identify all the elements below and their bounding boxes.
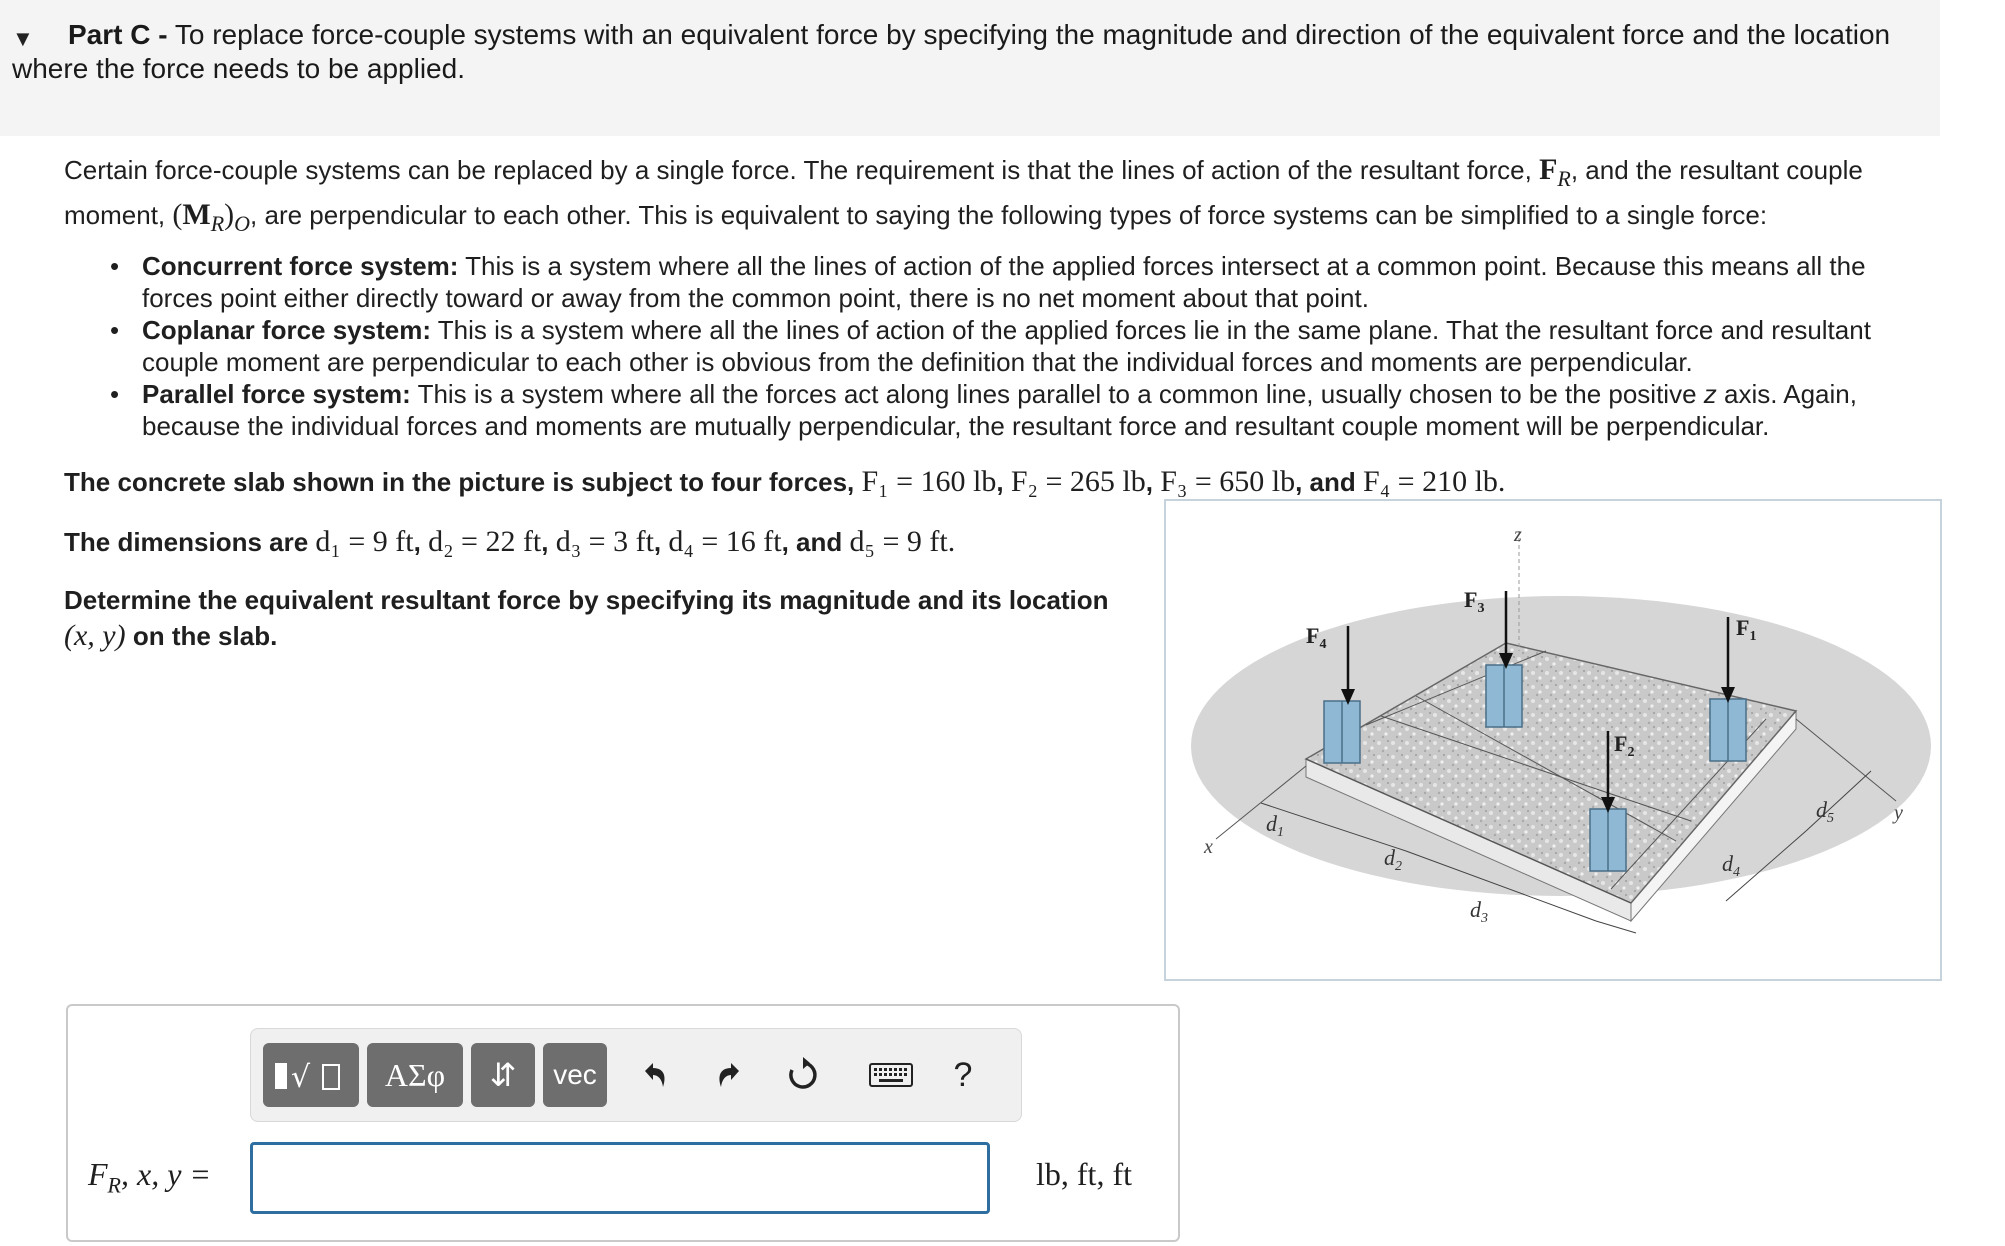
axis-y-label: y bbox=[1894, 802, 1903, 824]
label-d3: $d_3$ bbox=[1470, 897, 1488, 926]
vector-button[interactable]: vec bbox=[543, 1043, 607, 1107]
answer-panel bbox=[66, 1004, 1180, 1242]
greek-symbols-button[interactable]: ΑΣφ bbox=[367, 1043, 463, 1107]
list-item: • Parallel force system: This is a system where all the forces act along lines parallel to a common line, usually chosen to be the positive z axis. Again, because the individual forces and moments are mutually perpendicular, the resultant force and resultant couple moment will be perpendicular. bbox=[142, 378, 1882, 442]
answer-units: lb, ft, ft bbox=[1036, 1156, 1132, 1192]
help-button[interactable]: ? bbox=[953, 1055, 973, 1094]
keyboard-icon bbox=[869, 1061, 913, 1089]
intro-text-2: , and the resultant couple moment, bbox=[64, 155, 1863, 230]
force-f3: F₃ = 650 lb bbox=[1160, 465, 1296, 498]
column-f4 bbox=[1324, 701, 1360, 763]
part-header[interactable] bbox=[0, 0, 1940, 136]
dim-d4: d₄ = 16 ft bbox=[668, 525, 782, 558]
axis-z-label: z bbox=[1514, 524, 1522, 546]
dim-d5: d₅ = 9 ft bbox=[849, 525, 948, 558]
part-description: To replace force-couple systems with an equivalent force by specifying the magnitude and direction of the equivalent force and the location where the force needs to be applied. bbox=[12, 19, 1891, 84]
answer-label: $F_R$, x, y = bbox=[88, 1156, 211, 1198]
force-system-list bbox=[142, 250, 1882, 442]
given-forces: The concrete slab shown in the picture is subject to four forces, F₁ = 160 lb, F₂ = 265 lb, F₃ = 650 lb, and F₄ = 210 lb. bbox=[64, 465, 1506, 498]
undo-button[interactable] bbox=[629, 1047, 681, 1103]
part-label: Part C - bbox=[68, 19, 168, 50]
fraction-radical-icon bbox=[269, 1051, 353, 1099]
intro-text-3: , are perpendicular to each other. This is equivalent to saying the following types of force systems can be simplified to a single force: bbox=[250, 200, 1768, 230]
force-f4: F₄ = 210 lb bbox=[1363, 465, 1498, 498]
task-statement: Determine the equivalent resultant force by specifying its magnitude and its location (x, y) on the slab. bbox=[64, 585, 1109, 652]
slab-diagram bbox=[1166, 501, 1940, 979]
column-f2 bbox=[1590, 809, 1626, 871]
axis-x-label: x bbox=[1204, 836, 1213, 858]
column-f3 bbox=[1486, 665, 1522, 727]
svg-text:√: √ bbox=[291, 1060, 311, 1095]
label-d1: $d_1$ bbox=[1266, 811, 1284, 840]
label-f4: $F_4$ bbox=[1306, 623, 1327, 652]
given-dimensions: The dimensions are d₁ = 9 ft, d₂ = 22 ft, d₃ = 3 ft, d₄ = 16 ft, and d₅ = 9 ft. bbox=[64, 525, 956, 558]
intro-paragraph bbox=[64, 152, 1894, 242]
slab-figure bbox=[1164, 499, 1942, 981]
label-f3: $F_3$ bbox=[1464, 587, 1485, 616]
label-d4: $d_4$ bbox=[1722, 851, 1740, 880]
force-f2: F₂ = 265 lb bbox=[1010, 465, 1146, 498]
list-item: • Concurrent force system: This is a system where all the lines of action of the applied forces intersect at a common point. Because this means all the forces point either directly toward or away from the common point, there is no net moment about that point. bbox=[142, 250, 1882, 314]
answer-input[interactable] bbox=[250, 1142, 990, 1214]
undo-icon bbox=[637, 1057, 673, 1093]
part-title bbox=[12, 18, 1922, 86]
column-f1 bbox=[1710, 699, 1746, 761]
math-toolbar bbox=[250, 1028, 1022, 1122]
redo-button[interactable] bbox=[703, 1047, 755, 1103]
dim-d1: d₁ = 9 ft bbox=[315, 525, 414, 558]
label-f2: $F_2$ bbox=[1614, 731, 1635, 760]
dim-d3: d₃ = 3 ft bbox=[555, 525, 654, 558]
resultant-force-symbol: $F_R$ bbox=[1539, 153, 1571, 191]
label-f1: $F_1$ bbox=[1736, 615, 1757, 644]
coords-symbol: (x, y) bbox=[64, 619, 126, 652]
list-item: • Coplanar force system: This is a system where all the lines of action of the applied forces lie in the same plane. That the resultant force and resultant couple moment are perpendicular to each other is obvious from the definition that the individual forces and moments are perpendicular. bbox=[142, 314, 1882, 378]
force-f1: F₁ = 160 lb bbox=[861, 465, 997, 498]
intro-text-1: Certain force-couple systems can be replaced by a single force. The requirement is that the lines of action of the resultant force, bbox=[64, 155, 1540, 185]
label-d2: $d_2$ bbox=[1384, 845, 1402, 874]
arrows-button[interactable]: ⇵ bbox=[471, 1043, 535, 1107]
reset-button[interactable] bbox=[777, 1047, 829, 1103]
collapse-toggle-icon[interactable]: ▼ bbox=[12, 26, 34, 51]
templates-button[interactable] bbox=[263, 1043, 359, 1107]
keyboard-button[interactable] bbox=[859, 1047, 923, 1103]
resultant-moment-symbol: $(M_R)_O$ bbox=[172, 198, 251, 236]
label-d5: $d_5$ bbox=[1816, 797, 1834, 826]
dim-d2: d₂ = 22 ft bbox=[428, 525, 542, 558]
reset-icon bbox=[783, 1055, 823, 1095]
redo-icon bbox=[711, 1057, 747, 1093]
